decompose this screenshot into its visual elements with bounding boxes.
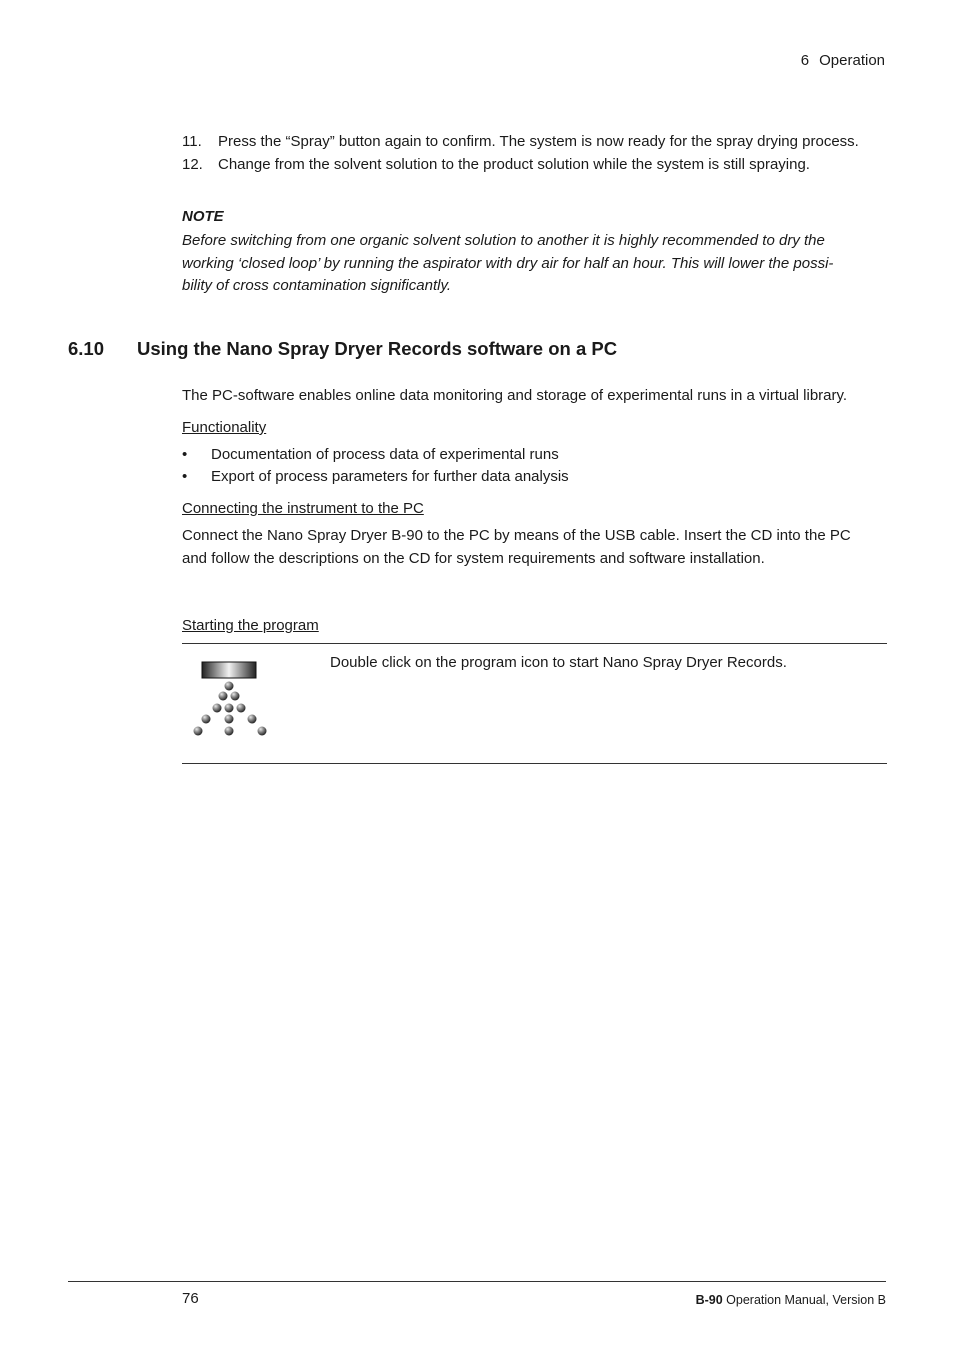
- step-number: 11.: [182, 133, 202, 150]
- connecting-paragraph: [182, 525, 892, 570]
- note-body: [182, 230, 882, 298]
- chapter-title: Operation: [819, 52, 885, 69]
- step-11: [182, 131, 892, 153]
- list-item: [182, 444, 559, 466]
- page-number: 76: [182, 1290, 199, 1307]
- intro-paragraph: The PC-software enables online data monitoring and storage of experimental runs in a virtual library.: [182, 387, 848, 404]
- spray-icon-graphic: [190, 660, 270, 740]
- list-item: [182, 466, 569, 488]
- note-line: bility of cross contamination significantly.: [182, 277, 452, 294]
- section-number: 6.10: [68, 338, 105, 359]
- starting-heading: Starting the program: [182, 617, 319, 634]
- connecting-line: and follow the descriptions on the CD for system requirements and software installation.: [182, 549, 765, 567]
- note-title: NOTE: [182, 208, 224, 225]
- step-12: [182, 154, 892, 176]
- manual-title: [696, 1293, 886, 1307]
- table-bottom-rule: [182, 763, 887, 764]
- note-line: working ‘closed loop’ by running the aspirator with dry air for half an hour. This will lower the possi-: [182, 254, 834, 272]
- connecting-heading: Connecting the instrument to the PC: [182, 500, 424, 517]
- starting-instruction: Double click on the program icon to start Nano Spray Dryer Records.: [330, 654, 787, 671]
- section-title: Using the Nano Spray Dryer Records software on a PC: [137, 338, 618, 359]
- step-text: Change from the solvent solution to the product solution while the system is still spraying.: [218, 156, 810, 173]
- model-name: B-90: [695, 1293, 723, 1307]
- footer-rule: [68, 1281, 886, 1282]
- manual-version: Operation Manual, Version B: [722, 1293, 886, 1307]
- chapter-number: 6: [800, 52, 810, 69]
- connecting-line: Connect the Nano Spray Dryer B-90 to the PC by means of the USB cable. Insert the CD into the PC: [182, 527, 851, 544]
- bullet-dot: •: [182, 446, 188, 463]
- bullet-dot: •: [182, 468, 188, 485]
- step-number: 12.: [182, 156, 203, 173]
- list-item-text: Documentation of process data of experimental runs: [211, 446, 559, 463]
- table-top-rule: [182, 643, 887, 644]
- note-line: Before switching from one organic solvent solution to another it is highly recommended to dry the: [182, 232, 825, 249]
- nano-spray-dryer-records-icon[interactable]: [190, 660, 270, 740]
- chapter-header: [801, 52, 885, 69]
- step-text: Press the “Spray” button again to confirm. The system is now ready for the spray drying process.: [218, 133, 859, 150]
- functionality-heading: Functionality: [182, 419, 267, 436]
- list-item-text: Export of process parameters for further data analysis: [211, 468, 569, 485]
